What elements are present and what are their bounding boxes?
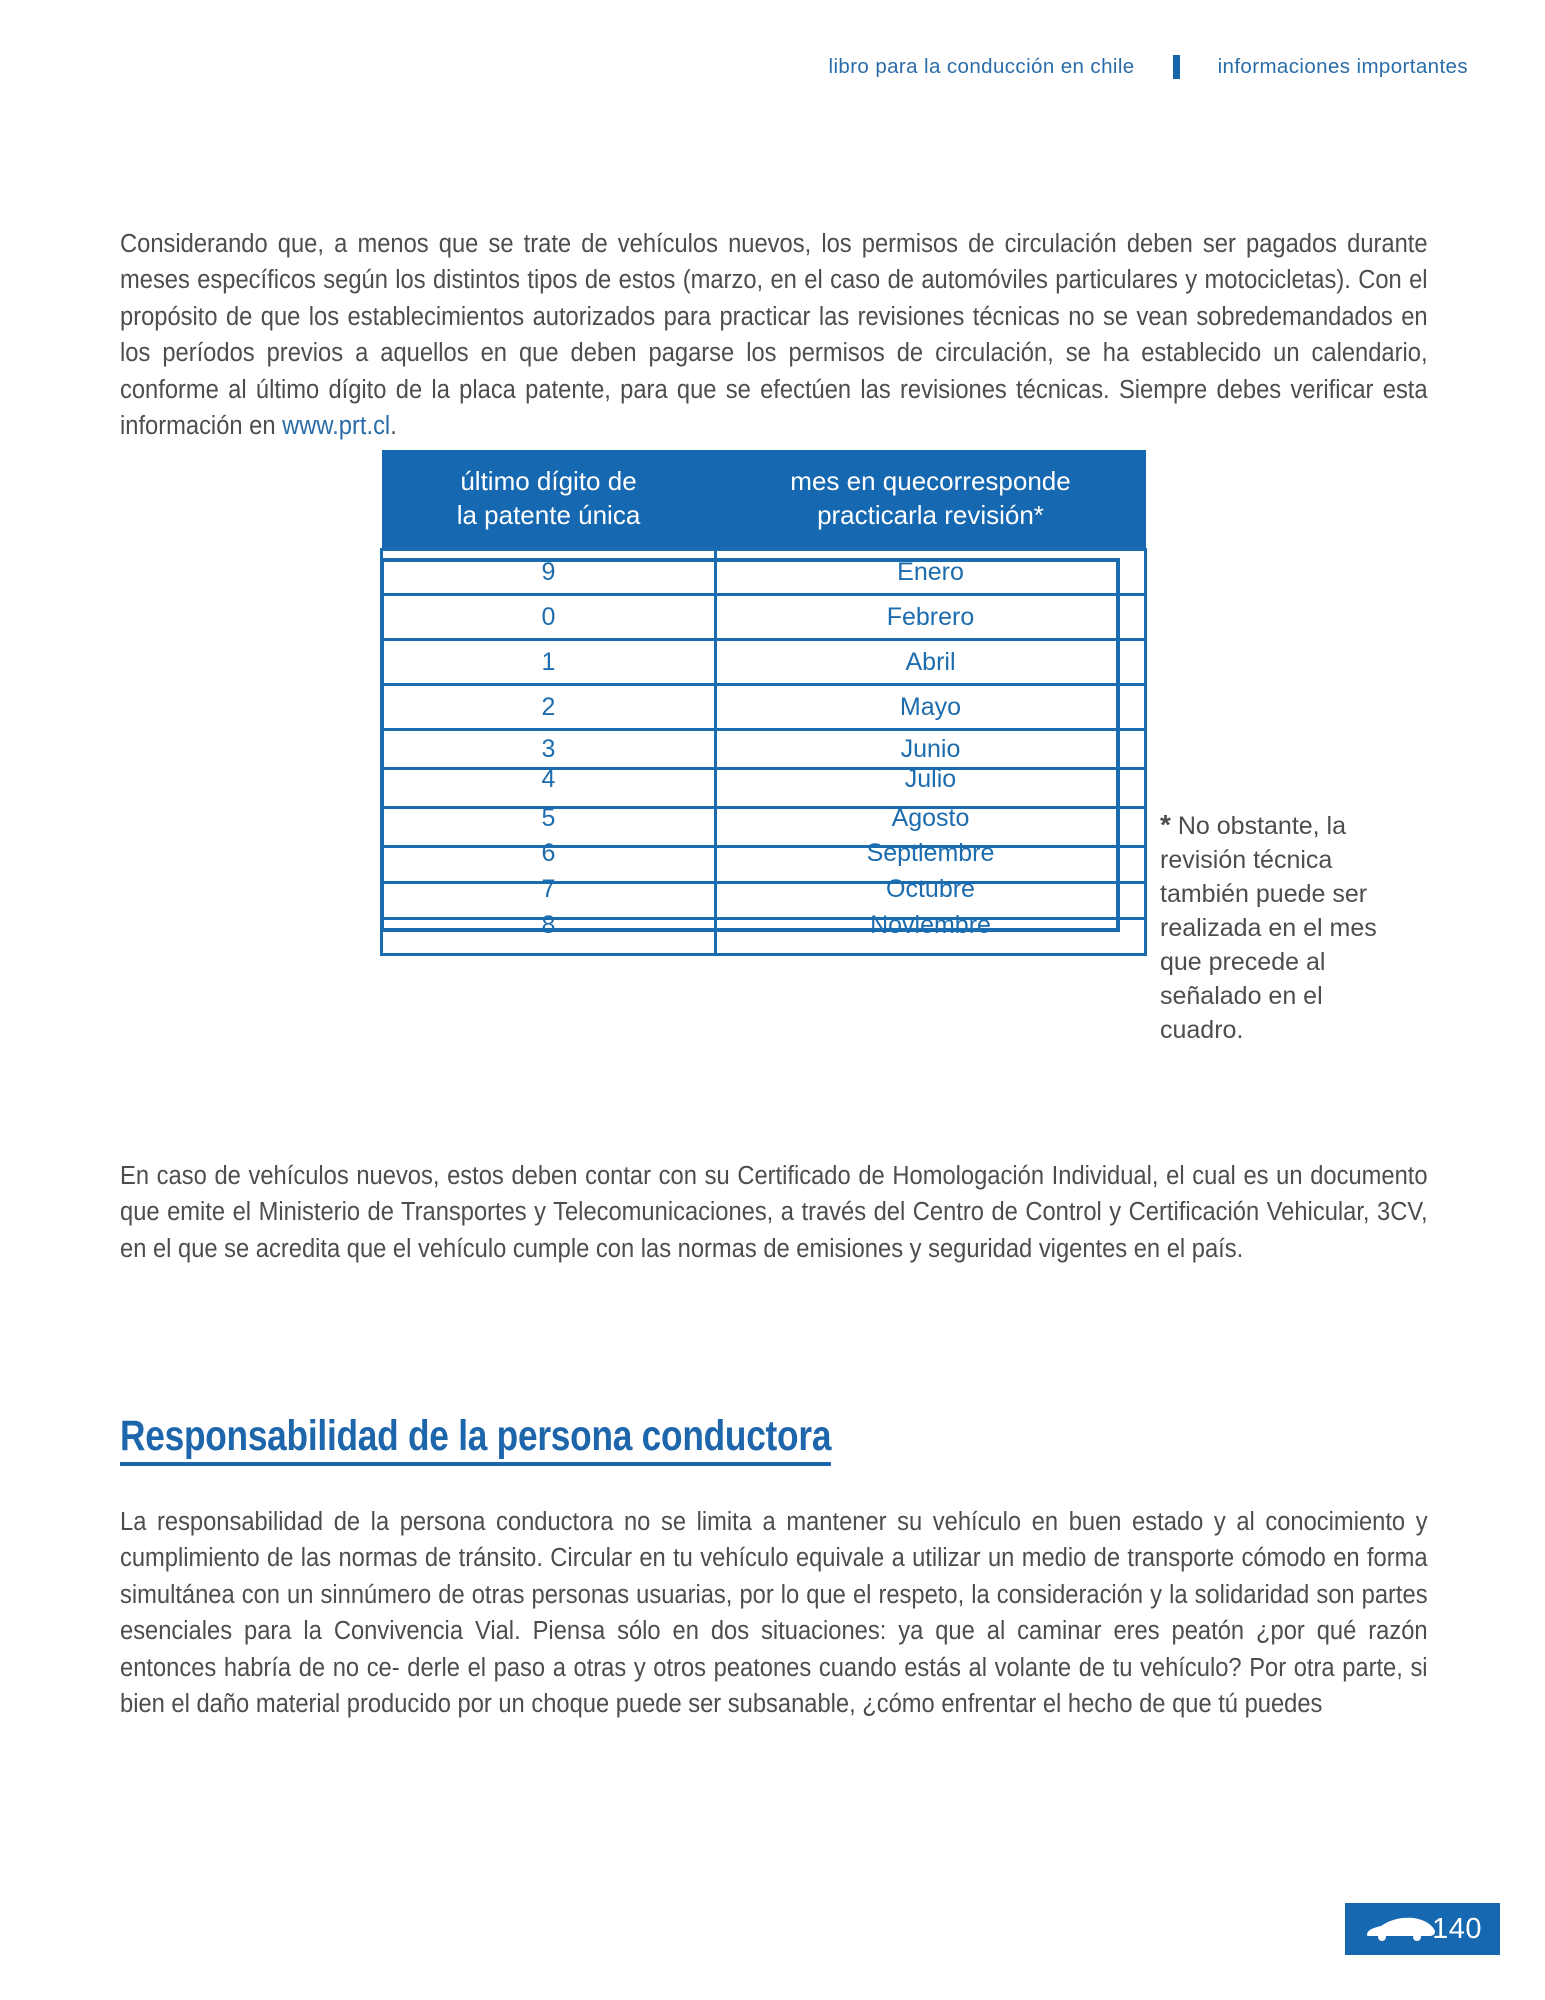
digit-value: 4 — [541, 764, 556, 793]
table-header-month — [716, 450, 1146, 550]
digit-value: 0 — [541, 602, 556, 631]
cell-month — [716, 685, 1146, 730]
month-value: Junio — [900, 734, 961, 763]
revision-calendar-table — [380, 450, 1120, 956]
table-row — [382, 883, 1146, 919]
month-value: Febrero — [886, 602, 975, 631]
page-title: Responsabilidad de la persona conductora — [120, 1412, 831, 1466]
paragraph-intro — [120, 226, 1428, 445]
cell-month — [716, 730, 1146, 769]
cell-month — [716, 550, 1146, 595]
paragraph-intro-tail: . — [390, 412, 397, 440]
cell-month — [716, 595, 1146, 640]
paragraph-intro-text: Considerando que, a menos que se trate de vehículos nuevos, los permisos de circulación deben ser pagados durante meses específicos según los distintos tipos de estos (marzo, en el caso de automóviles particulares y motocicletas). Con el propósito de que los establecimientos autorizados para practicar las revisiones técnicas no se vean sobredemandados en los períodos previos a aquellos en que deben pagarse los permisos de circulación, se ha establecido un calendario, conforme al último dígito de la placa patente, para que se efectúen las revisiones técnicas. Siempre debes verificar esta información en — [120, 229, 1428, 440]
cell-digit — [382, 764, 716, 808]
table-row — [382, 595, 1146, 640]
header-section-title: informaciones importantes — [1217, 55, 1468, 78]
digit-value: 3 — [541, 734, 556, 763]
calendar-table — [380, 450, 1147, 956]
digit-value: 8 — [541, 911, 556, 939]
cell-digit — [382, 685, 716, 730]
table-header-row — [382, 450, 1146, 550]
table-header-month-line2: practicarla revisión* — [817, 500, 1044, 530]
cell-digit — [382, 595, 716, 640]
month-value: Septiembre — [866, 839, 995, 867]
table-row — [382, 640, 1146, 685]
cell-digit — [382, 730, 716, 769]
digit-value: 5 — [541, 803, 556, 832]
digit-value: 6 — [541, 839, 556, 867]
table-row — [382, 550, 1146, 595]
paragraph-homologacion: En caso de vehículos nuevos, estos deben contar con su Certificado de Homologación Individual, el cual es un documento que emite el Ministerio de Transportes y Telecomunicaciones, a través del Centro de Control y Certificación Vehicular, 3CV, en el que se acredita que el vehículo cumple con las normas de emisiones y seguridad vigentes en el país. — [120, 1161, 1428, 1263]
vertical-bar-icon — [1173, 55, 1180, 79]
table-row — [382, 769, 1146, 808]
car-icon — [1365, 1916, 1437, 1942]
cell-month — [716, 911, 1146, 955]
paragraph-responsabilidad: La responsabilidad de la persona conductora no se limita a mantener su vehículo en buen estado y al conocimiento y cumplimiento de las normas de tránsito. Circular en tu vehículo equivale a utilizar un medio de transporte cómodo en forma simultánea con un sinnúmero de otras personas usuarias, por lo que el respeto, la consideración y la solidaridad son partes esenciales para la Convivencia Vial. Piensa sólo en dos situaciones: ya que al caminar eres peatón ¿por qué razón entonces habría de no ce- derle el paso a otras y otros peatones cuando estás al volante de tu vehículo? Por otra parte, si bien el daño material producido por un choque puede ser subsanable, ¿cómo enfrentar el hecho de que tú puedes — [120, 1507, 1428, 1718]
table-header-digit-line1: último dígito de — [460, 466, 637, 496]
header-book-title: libro para la conducción en chile — [828, 55, 1135, 78]
table-row — [382, 847, 1146, 883]
page-number: 140 — [1432, 1912, 1482, 1945]
footnote-asterisk: * — [1160, 809, 1171, 840]
table-header-digit — [382, 450, 716, 550]
table-body — [382, 550, 1146, 955]
table-row — [382, 730, 1146, 769]
table-header-digit-line2: la patente única — [456, 500, 641, 530]
digit-value: 2 — [541, 692, 556, 721]
prt-link[interactable]: www.prt.cl — [282, 412, 391, 440]
page-number-badge — [1345, 1903, 1500, 1955]
table-head — [382, 450, 1146, 550]
digit-value: 1 — [541, 647, 556, 676]
month-value: Abril — [905, 647, 956, 676]
table-header-month-line1: mes en quecorresponde — [790, 466, 1071, 496]
digit-value: 9 — [541, 557, 556, 586]
page-header — [0, 52, 1545, 82]
month-value: Julio — [904, 764, 957, 793]
cell-month — [716, 764, 1146, 808]
month-value: Noviembre — [870, 911, 991, 939]
month-value: Enero — [897, 557, 964, 586]
month-value: Mayo — [899, 692, 962, 721]
table-row — [382, 919, 1146, 955]
table-row — [382, 808, 1146, 847]
month-value: Agosto — [891, 803, 970, 832]
table-row — [382, 685, 1146, 730]
month-value: Octubre — [886, 875, 975, 903]
cell-month — [716, 640, 1146, 685]
cell-digit — [382, 911, 716, 955]
table-footnote — [1160, 808, 1410, 1047]
cell-digit — [382, 550, 716, 595]
digit-value: 7 — [541, 875, 556, 903]
cell-digit — [382, 640, 716, 685]
footnote-text: No obstante, la revisión técnica también puede ser realizada en el mes que precede al señalado en el cuadro. — [1160, 812, 1377, 1044]
